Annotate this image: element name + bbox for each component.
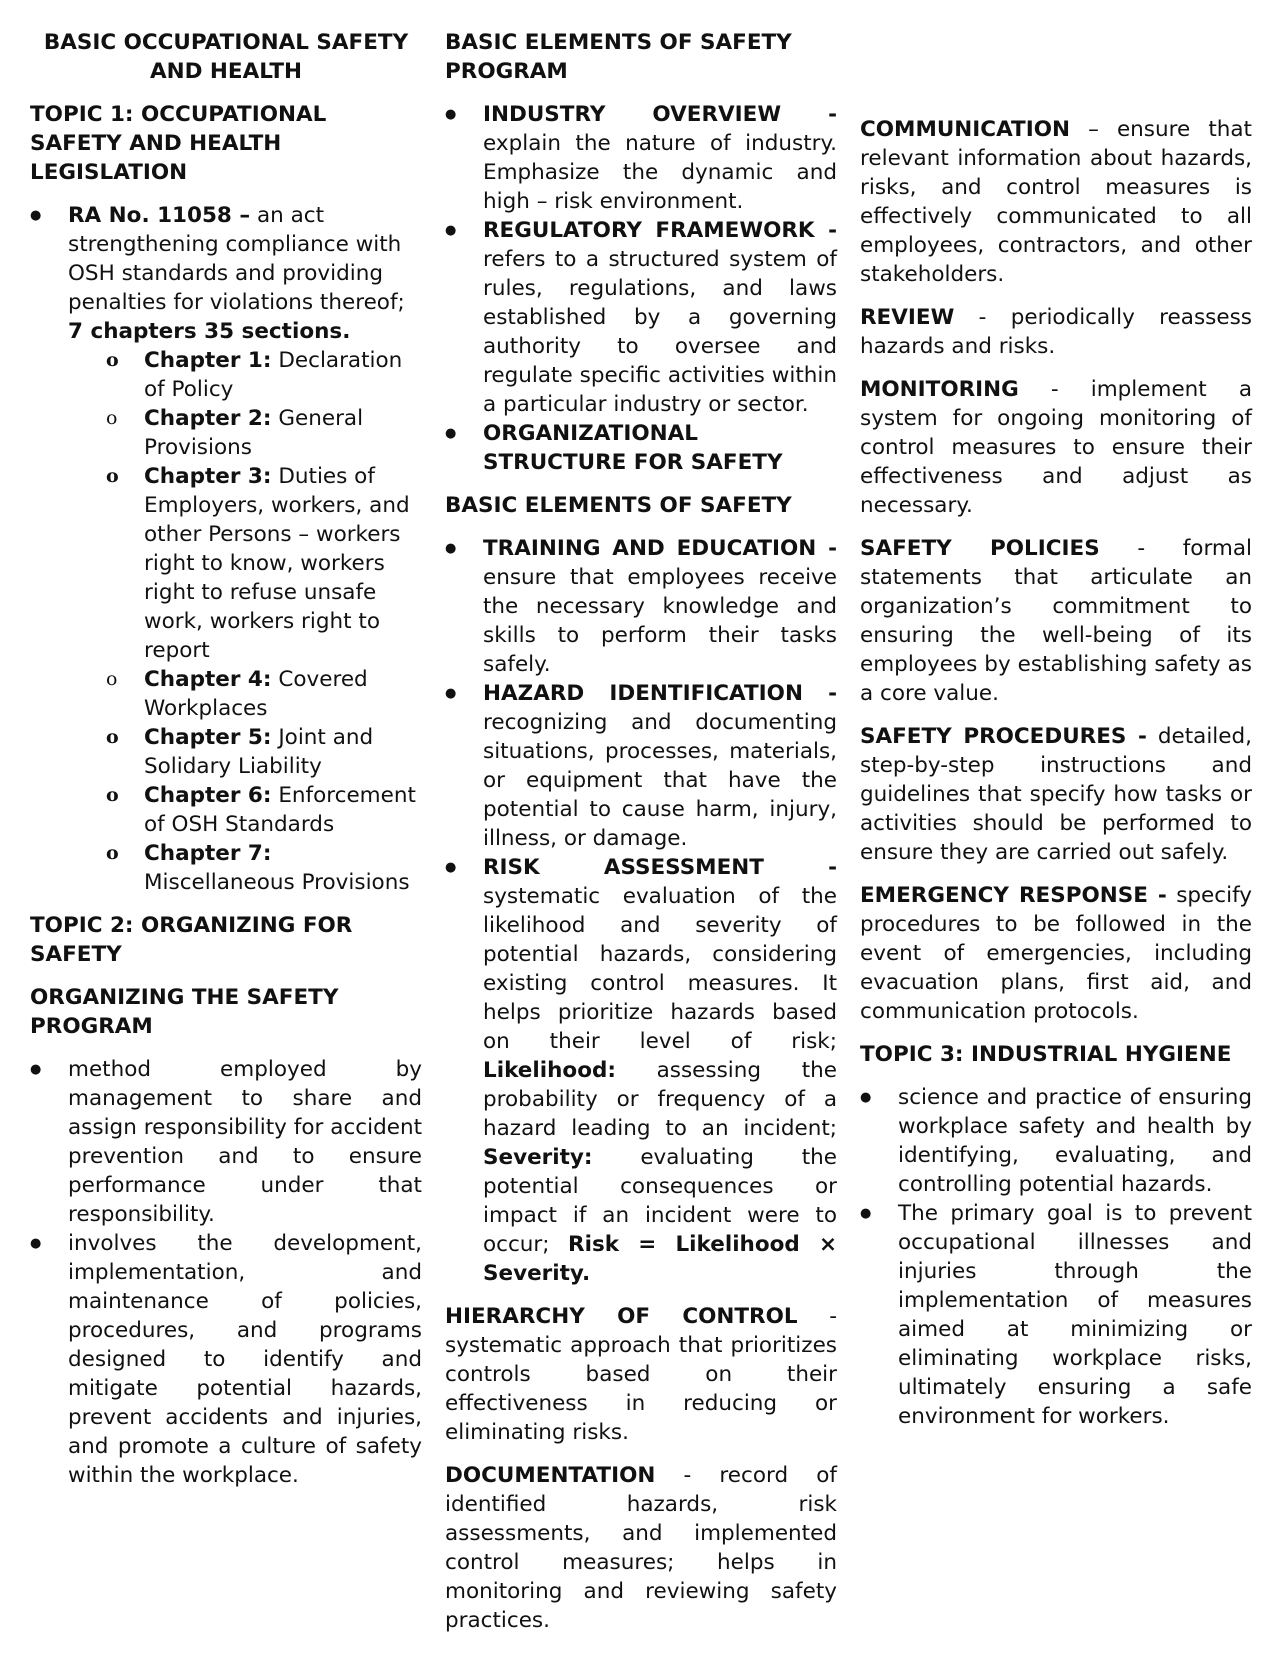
paragraph-documentation	[445, 1461, 837, 1635]
list-item: ● involves the development, implementation, and maintenance of policies, procedures, and programs designed to identify and mitigate potential hazards, prevent accidents and injuries, and promote a culture of safety within the workplace.	[30, 1229, 422, 1490]
chapter-name: Chapter 2:	[144, 406, 272, 431]
definition: systematic evaluation of the likelihood and severity of potential hazards, considering existing control measures. It helps prioritize hazards based on their level of risk;	[483, 884, 837, 1054]
term: COMMUNICATION	[860, 117, 1070, 142]
list-item	[445, 679, 837, 853]
paragraph-monitoring	[860, 375, 1252, 520]
severity-text: evaluating the potential consequences or impact if an incident were to occur;	[483, 1145, 837, 1257]
definition: - periodically reassess hazards and risks.	[860, 305, 1252, 359]
safety-heading: BASIC ELEMENTS OF SAFETY	[445, 493, 792, 518]
organizing-list	[30, 1055, 422, 1490]
term: SAFETY POLICIES	[860, 536, 1100, 561]
definition: - record of identified hazards, risk assessments, and implemented control measures; helps in monitoring and reviewing safety practices.	[445, 1463, 837, 1633]
chapter-item	[106, 346, 422, 404]
paragraph-hierarchy	[445, 1302, 837, 1447]
chapter-item	[106, 839, 422, 897]
term: HIERARCHY OF CONTROL	[445, 1304, 798, 1329]
risk-formula: Risk = Likelihood × Severity.	[483, 1232, 837, 1286]
severity-term: Severity:	[483, 1145, 593, 1170]
chapter-name: Chapter 1:	[144, 348, 272, 373]
bullet-o-icon: o	[106, 668, 118, 690]
list-item	[445, 419, 837, 477]
list-item	[445, 534, 837, 679]
list-item: ● science and practice of ensuring workplace safety and health by identifying, evaluating, and controlling potential hazards.	[860, 1083, 1252, 1199]
term: REGULATORY FRAMEWORK -	[483, 218, 837, 243]
definition: - formal statements that articulate an organization’s commitment to ensuring the well-being of its employees by establishing safety as a core value.	[860, 536, 1252, 706]
topic-1-heading: TOPIC 1: OCCUPATIONAL SAFETY AND HEALTH LEGISLATION	[30, 102, 327, 185]
chapter-desc: Covered Workplaces	[144, 667, 368, 721]
chapter-name: Chapter 4:	[144, 667, 272, 692]
topic-3-heading: TOPIC 3: INDUSTRIAL HYGIENE	[860, 1042, 1232, 1067]
term: MONITORING	[860, 377, 1019, 402]
list-item	[445, 100, 837, 216]
paragraph-safety-procedures	[860, 722, 1252, 867]
chapter-item	[106, 404, 422, 462]
bullet-o-icon: o	[106, 465, 119, 487]
term: INDUSTRY OVERVIEW -	[483, 102, 837, 127]
term: DOCUMENTATION	[445, 1463, 656, 1488]
paragraph-safety-policies	[860, 534, 1252, 708]
chapter-item	[106, 665, 422, 723]
paragraph-review	[860, 303, 1252, 361]
term: TRAINING AND EDUCATION -	[483, 536, 837, 561]
definition: specify procedures to be followed in the event of emergencies, including evacuation plans, first aid, and communication protocols.	[860, 883, 1252, 1024]
definition: - implement a system for ongoing monitoring of control measures to ensure their effectiveness and adjust as necessary.	[860, 377, 1252, 518]
chapter-name: Chapter 6:	[144, 783, 272, 808]
ra-text: an act strengthening compliance with OSH standards and providing penalties for violations thereof;	[68, 203, 405, 315]
term: HAZARD IDENTIFICATION -	[483, 681, 837, 706]
list-item	[445, 216, 837, 419]
list-item: ● method employed by management to share and assign responsibility for accident prevention and to ensure performance under that responsibility.	[30, 1055, 422, 1229]
definition: - systematic approach that prioritizes controls based on their effectiveness in reducing or eliminating risks.	[445, 1304, 838, 1445]
definition: explain the nature of industry. Emphasize the dynamic and high – risk environment.	[483, 131, 837, 214]
term: ORGANIZATIONAL STRUCTURE FOR SAFETY	[483, 421, 783, 475]
topic-2-heading: TOPIC 2: ORGANIZING FOR SAFETY	[30, 913, 353, 967]
program-list	[445, 100, 837, 477]
chapter-name: Chapter 3:	[144, 464, 272, 489]
chapter-name: Chapter 5:	[144, 725, 272, 750]
chapter-desc: Declaration of Policy	[144, 348, 403, 402]
likelihood-text: assessing the probability or frequency of a hazard leading to an incident;	[483, 1058, 837, 1141]
safety-list	[445, 534, 837, 1288]
paragraph-communication	[860, 115, 1252, 289]
list-item: ● The primary goal is to prevent occupational illnesses and injuries through the implementation of measures aimed at minimizing or eliminating workplace risks, ultimately ensuring a safe environment for workers.	[860, 1199, 1252, 1431]
chapter-desc: Enforcement of OSH Standards	[144, 783, 416, 837]
definition: ensure that employees receive the necessary knowledge and skills to perform their tasks safely.	[483, 565, 837, 677]
definition: detailed, step-by-step instructions and guidelines that specify how tasks or activities should be performed to ensure they are carried out safely.	[860, 724, 1252, 865]
likelihood-term: Likelihood:	[483, 1058, 616, 1083]
chapter-item	[106, 462, 422, 665]
column-2	[445, 28, 837, 1649]
chapter-item	[106, 723, 422, 781]
bullet-o-icon: o	[106, 726, 119, 748]
list-item-ra-11058	[30, 201, 422, 897]
chapter-name: Chapter 7:	[144, 841, 272, 866]
chapter-desc: Duties of Employers, workers, and other Persons – workers right to know, workers right to refuse unsafe work, workers right to report	[144, 464, 410, 663]
term: SAFETY PROCEDURES -	[860, 724, 1147, 749]
paragraph-emergency-response	[860, 881, 1252, 1026]
definition: – ensure that relevant information about hazards, risks, and control measures is effectively communicated to all employees, contractors, and other stakeholders.	[860, 117, 1252, 287]
topic-1-list	[30, 201, 422, 897]
bullet-o-icon: o	[106, 784, 119, 806]
program-heading: BASIC ELEMENTS OF SAFETY PROGRAM	[445, 30, 792, 84]
term: REVIEW	[860, 305, 955, 330]
chapter-item	[106, 781, 422, 839]
bullet-o-icon: o	[106, 407, 118, 429]
term: EMERGENCY RESPONSE -	[860, 883, 1167, 908]
ra-term: RA No. 11058 –	[68, 203, 251, 228]
topic-3-list	[860, 1083, 1252, 1431]
ra-bold: 7 chapters 35 sections.	[68, 319, 351, 344]
bullet-o-icon: o	[106, 842, 119, 864]
document-title: BASIC OCCUPATIONAL SAFETY AND HEALTH	[43, 30, 409, 84]
column-3	[860, 0, 1252, 1445]
organizing-heading: ORGANIZING THE SAFETY PROGRAM	[30, 985, 339, 1039]
chapter-desc: Joint and Solidary Liability	[144, 725, 374, 779]
bullet-o-icon: o	[106, 349, 119, 371]
definition: refers to a structured system of rules, regulations, and laws established by a governing authority to oversee and regulate specific activities within a particular industry or sector.	[483, 247, 837, 417]
column-1	[30, 28, 422, 1504]
definition: recognizing and documenting situations, processes, materials, or equipment that have the potential to cause harm, injury, illness, or damage.	[483, 710, 837, 851]
chapter-desc: General Provisions	[144, 406, 364, 460]
chapter-desc: Miscellaneous Provisions	[144, 870, 410, 895]
chapter-list	[68, 346, 422, 897]
list-item-risk-assessment	[445, 853, 837, 1288]
term: RISK ASSESSMENT -	[483, 855, 837, 880]
